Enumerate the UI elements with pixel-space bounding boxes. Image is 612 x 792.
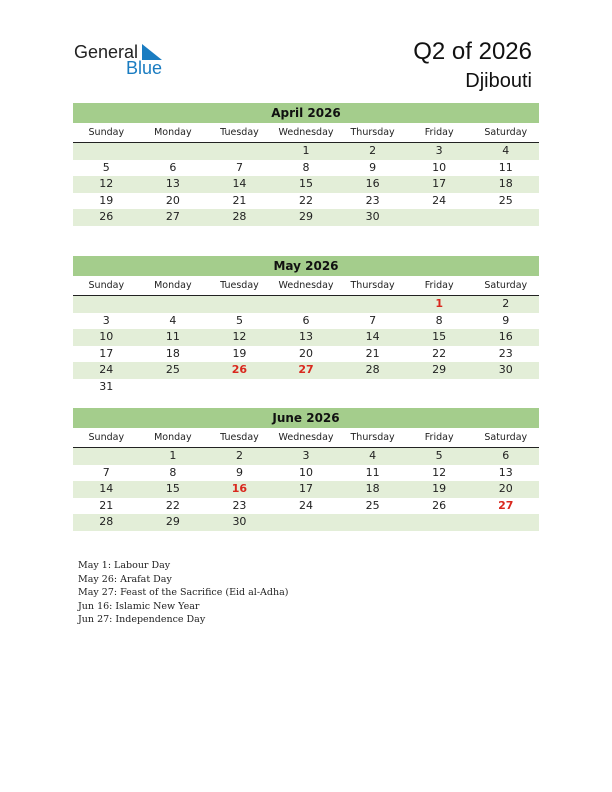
empty-day-cell: [273, 296, 340, 313]
day-cell: 20: [299, 346, 314, 360]
day-cell: 20: [165, 193, 180, 207]
day-cell: 16: [231, 482, 248, 495]
weekday-label: Monday: [154, 280, 192, 291]
day-cell: 31: [99, 379, 114, 393]
day-cell: 27: [165, 210, 180, 223]
day-cell: 11: [165, 330, 180, 343]
empty-day-cell: [206, 296, 273, 313]
day-cell: 6: [502, 449, 510, 462]
weekday-label: Saturday: [484, 432, 528, 443]
month-calendar-june: [73, 408, 539, 531]
day-cell: 28: [232, 210, 247, 223]
day-cell: 30: [365, 210, 380, 223]
day-cell: 4: [502, 144, 510, 157]
day-cell: 5: [102, 160, 110, 174]
day-cell: 25: [165, 363, 180, 376]
weekday-label: Tuesday: [220, 432, 259, 443]
weekday-label: Saturday: [484, 280, 528, 291]
weekday-header-row: [73, 125, 539, 143]
holiday-notes: [78, 559, 288, 627]
weekday-label: Friday: [424, 280, 454, 291]
empty-day-cell: [273, 379, 340, 396]
weekday-label: Friday: [424, 432, 454, 443]
day-cell: 18: [498, 177, 513, 190]
day-cell: 26: [231, 363, 248, 376]
logo-general-text: General: [74, 42, 139, 62]
day-cell: 23: [498, 346, 513, 360]
day-cell: 9: [235, 465, 243, 479]
day-cell: 22: [432, 346, 447, 360]
day-cell: 28: [365, 363, 380, 376]
day-cell: 12: [99, 177, 114, 190]
day-cell: 25: [365, 498, 380, 512]
empty-day-cell: [73, 296, 140, 313]
day-cell: 24: [99, 363, 114, 376]
empty-day-cell: [406, 379, 473, 396]
day-cell: 6: [302, 313, 310, 327]
week-row: [73, 514, 539, 531]
week-row: [73, 448, 539, 465]
empty-day-cell: [339, 379, 406, 396]
day-cell: 5: [235, 313, 243, 327]
week-row: [73, 329, 539, 346]
day-cell: 24: [432, 193, 447, 207]
day-cell: 8: [302, 160, 310, 174]
weekday-label: Thursday: [350, 127, 395, 138]
week-row: [73, 362, 539, 379]
weekday-label: Wednesday: [278, 432, 334, 443]
holiday-note: Jun 27: Independence Day: [78, 614, 206, 625]
day-cell: 19: [232, 346, 247, 360]
weekday-label: Thursday: [350, 432, 395, 443]
day-cell: 23: [365, 193, 380, 207]
day-cell: 14: [232, 177, 247, 190]
day-cell: 8: [435, 313, 443, 327]
week-row: [73, 193, 539, 210]
day-cell: 9: [369, 160, 377, 174]
month-header: May 2026: [73, 256, 539, 276]
page-title: Q2 of 2026: [413, 38, 532, 65]
day-cell: 17: [432, 177, 447, 190]
day-cell: 16: [498, 330, 513, 343]
day-cell: 22: [165, 498, 180, 512]
day-cell: 7: [235, 160, 243, 174]
empty-day-cell: [206, 379, 273, 396]
day-cell: 29: [165, 515, 180, 528]
day-cell: 20: [498, 482, 513, 495]
day-cell: 29: [432, 363, 447, 376]
day-cell: 2: [369, 144, 377, 157]
day-cell: 26: [99, 210, 114, 223]
day-cell: 19: [432, 482, 447, 495]
weekday-label: Monday: [154, 432, 192, 443]
day-cell: 12: [432, 465, 447, 479]
day-cell: 12: [232, 330, 247, 343]
day-cell: 4: [169, 313, 177, 327]
weekday-label: Wednesday: [278, 127, 334, 138]
day-cell: 30: [498, 363, 513, 376]
week-row: [73, 176, 539, 193]
day-cell: 29: [299, 210, 314, 223]
day-cell: 26: [432, 498, 447, 512]
day-cell: 1: [302, 144, 310, 157]
empty-day-cell: [472, 514, 539, 531]
day-cell: 15: [432, 330, 447, 343]
empty-day-cell: [273, 514, 340, 531]
empty-day-cell: [73, 143, 140, 160]
month-calendar-april: [73, 103, 539, 226]
weekday-header-row: [73, 278, 539, 296]
week-row: [73, 481, 539, 498]
week-row: [73, 498, 539, 515]
week-row: [73, 209, 539, 226]
empty-day-cell: [206, 143, 273, 160]
empty-day-cell: [73, 448, 140, 465]
month-calendar-may: [73, 256, 539, 395]
day-cell: 23: [232, 498, 247, 512]
day-cell: 10: [99, 330, 114, 343]
empty-day-cell: [406, 514, 473, 531]
empty-day-cell: [472, 379, 539, 396]
weekday-label: Sunday: [88, 127, 125, 138]
holiday-note: May 27: Feast of the Sacrifice (Eid al-Adha): [78, 587, 289, 598]
day-cell: 13: [498, 465, 513, 479]
empty-day-cell: [339, 296, 406, 313]
day-cell: 22: [299, 193, 314, 207]
day-cell: 18: [365, 482, 380, 495]
day-cell: 2: [502, 297, 510, 310]
day-cell: 6: [169, 160, 177, 174]
day-cell: 14: [99, 482, 114, 495]
day-cell: 11: [498, 160, 513, 174]
empty-day-cell: [140, 379, 207, 396]
weekday-header-row: [73, 430, 539, 448]
day-cell: 7: [369, 313, 377, 327]
day-cell: 1: [169, 449, 177, 462]
weekday-label: Monday: [154, 127, 192, 138]
empty-day-cell: [140, 143, 207, 160]
day-cell: 13: [299, 330, 314, 343]
day-cell: 3: [102, 313, 110, 327]
day-cell: 17: [299, 482, 314, 495]
day-cell: 24: [299, 498, 314, 512]
week-row: [73, 346, 539, 363]
month-header: April 2026: [73, 103, 539, 123]
day-cell: 25: [498, 193, 513, 207]
weekday-label: Sunday: [88, 280, 125, 291]
day-cell: 1: [435, 297, 443, 310]
week-row: [73, 313, 539, 330]
week-row: [73, 296, 539, 313]
day-cell: 21: [365, 346, 380, 360]
day-cell: 28: [99, 515, 114, 528]
week-row: [73, 143, 539, 160]
day-cell: 4: [369, 449, 377, 462]
day-cell: 2: [235, 449, 243, 462]
day-cell: 19: [99, 193, 114, 207]
day-cell: 21: [99, 498, 114, 512]
weekday-label: Tuesday: [220, 127, 259, 138]
day-cell: 18: [165, 346, 180, 360]
week-row: [73, 160, 539, 177]
day-cell: 30: [232, 515, 247, 528]
day-cell: 15: [299, 177, 314, 190]
month-header: June 2026: [73, 408, 539, 428]
day-cell: 14: [365, 330, 380, 343]
logo-blue-text: Blue: [126, 58, 163, 78]
weekday-label: Tuesday: [220, 280, 259, 291]
day-cell: 9: [502, 313, 510, 327]
day-cell: 21: [232, 193, 247, 207]
holiday-note: May 1: Labour Day: [78, 560, 171, 571]
empty-day-cell: [339, 514, 406, 531]
day-cell: 5: [435, 449, 443, 462]
week-row: [73, 465, 539, 482]
weekday-label: Saturday: [484, 127, 528, 138]
day-cell: 15: [165, 482, 180, 495]
day-cell: 10: [299, 465, 314, 479]
week-row: [73, 379, 539, 396]
empty-day-cell: [140, 296, 207, 313]
country-name: Djibouti: [465, 70, 532, 92]
day-cell: 27: [298, 363, 314, 376]
day-cell: 8: [169, 465, 177, 479]
day-cell: 13: [165, 177, 180, 190]
day-cell: 16: [365, 177, 380, 190]
holiday-note: May 26: Arafat Day: [78, 573, 172, 585]
day-cell: 10: [432, 160, 447, 174]
day-cell: 3: [435, 144, 443, 157]
weekday-label: Thursday: [350, 280, 395, 291]
day-cell: 3: [302, 449, 310, 462]
weekday-label: Wednesday: [278, 280, 334, 291]
day-cell: 7: [102, 465, 110, 479]
day-cell: 17: [99, 346, 114, 360]
day-cell: 11: [365, 465, 380, 479]
weekday-label: Sunday: [88, 432, 125, 443]
empty-day-cell: [472, 209, 539, 226]
holiday-note: Jun 16: Islamic New Year: [78, 600, 200, 612]
weekday-label: Friday: [424, 127, 454, 138]
empty-day-cell: [406, 209, 473, 226]
day-cell: 27: [498, 498, 514, 512]
